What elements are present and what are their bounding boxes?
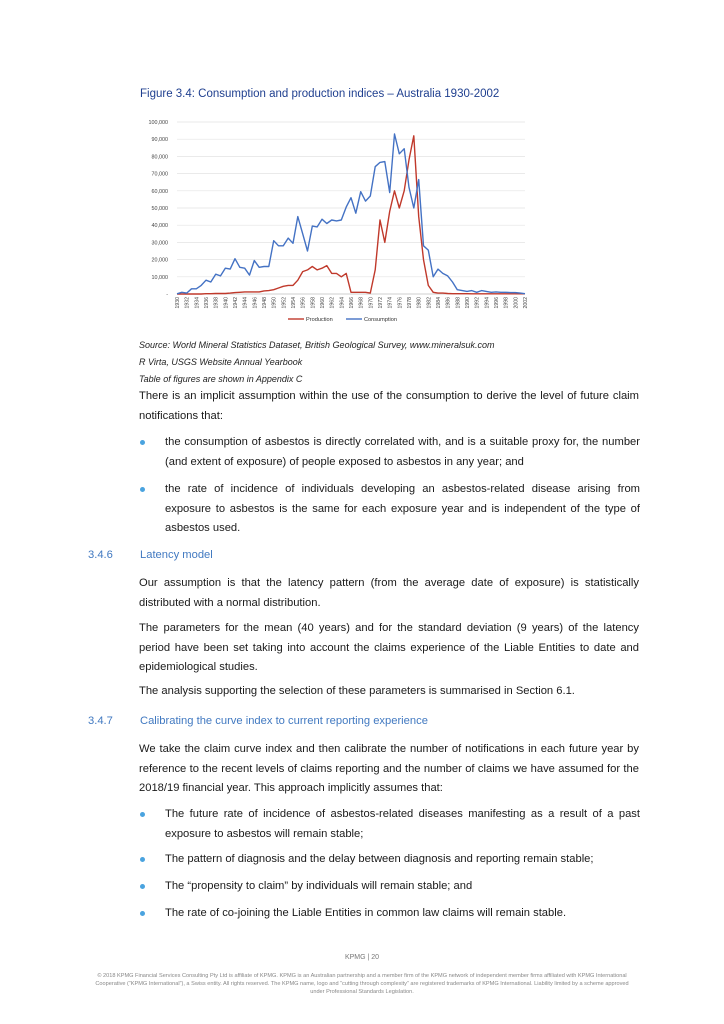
- latency-paragraph-3: The analysis supporting the selection of these parameters is summarised in Section 6.1.: [139, 685, 575, 697]
- x-tick-label: 1982: [426, 297, 433, 309]
- source-line-3: Table of figures are shown in Appendix C: [139, 374, 303, 384]
- x-tick-label: 2000: [513, 297, 520, 309]
- x-tick-label: 1962: [329, 297, 336, 309]
- y-tick-label: 40,000: [151, 223, 168, 230]
- x-tick-label: 1946: [252, 297, 259, 309]
- x-tick-label: 1964: [339, 297, 346, 309]
- x-tick-label: 1998: [503, 297, 510, 309]
- list-item: The pattern of diagnosis and the delay between diagnosis and reporting remain stable;: [140, 850, 640, 870]
- bullet-icon: [140, 487, 145, 492]
- x-tick-label: 1938: [213, 297, 220, 309]
- x-tick-label: 1932: [184, 297, 191, 309]
- x-tick-label: 1936: [204, 297, 210, 309]
- y-tick-label: 20,000: [151, 257, 168, 264]
- x-tick-label: 1944: [242, 297, 249, 309]
- x-tick-label: 1974: [387, 297, 394, 309]
- y-tick-label: 90,000: [151, 137, 168, 144]
- bullet-icon: [140, 440, 145, 445]
- legal-disclaimer: © 2018 KPMG Financial Services Consulting Pty Ltd is affiliate of KPMG. KPMG is an Australian partnership and a member firm of the KPMG network of independent member firms affiliated with KPMG International Cooperative (“KPMG International”), a Swiss entity. All rights reserved. The KPMG name, logo and “cutting through complexity” are registered trademarks of KPMG International. Liability limited by a scheme approved under Professional Standards Legislation.: [95, 973, 629, 995]
- latency-paragraph-1: Our assumption is that the latency pattern (from the average date of exposure) is statistically distributed with a normal distribution.: [139, 577, 639, 609]
- x-tick-label: 1996: [494, 297, 500, 309]
- y-tick-label: 80,000: [151, 154, 168, 161]
- x-tick-label: 1994: [484, 297, 491, 309]
- x-tick-label: 1978: [407, 297, 413, 309]
- y-tick-label: 10,000: [151, 274, 168, 281]
- section-number: 3.4.6: [88, 549, 113, 561]
- x-tick-label: 1956: [300, 297, 307, 309]
- x-tick-label: 1958: [310, 297, 317, 309]
- series-line-consumption: [177, 134, 525, 294]
- x-tick-label: 1968: [358, 297, 365, 309]
- y-tick-label: 50,000: [151, 206, 168, 212]
- x-tick-label: 1940: [223, 297, 230, 309]
- y-tick-label: 100,000: [148, 120, 168, 126]
- x-tick-label: 1942: [233, 297, 239, 309]
- latency-paragraph-2: The parameters for the mean (40 years) and for the standard deviation (9 years) of the latency period have been set taking into account the claims experience of the Liable Entities to date and epidemiological studies.: [139, 622, 639, 673]
- bullet-icon: [140, 857, 145, 862]
- list-item: The rate of co-joining the Liable Entities in common law claims will remain stable.: [140, 904, 640, 924]
- consumption-production-chart: [140, 112, 530, 332]
- x-tick-label: 1950: [271, 297, 278, 309]
- x-tick-label: 1970: [368, 297, 375, 309]
- list-item: the rate of incidence of individuals developing an asbestos-related disease arising from exposure to asbestos is the same for each exposure year and is independent of the type of asbestos used.: [140, 480, 640, 539]
- legend-label: Consumption: [364, 317, 397, 323]
- legend-label: Production: [306, 317, 333, 323]
- x-tick-label: 1976: [397, 297, 404, 309]
- section-title: Latency model: [140, 549, 213, 561]
- x-tick-label: 1972: [378, 297, 384, 309]
- calibration-paragraph: We take the claim curve index and then calibrate the number of notifications in each future year by reference to the recent levels of claims reporting and the number of claims we have assumed for the 2018/19 financial year. This approach implicitly assumes that:: [139, 743, 639, 794]
- page-number: KPMG | 20: [344, 954, 380, 961]
- y-tick-label: 60,000: [151, 188, 168, 195]
- x-tick-label: 1980: [416, 297, 423, 309]
- list-item: the consumption of asbestos is directly correlated with, and is a suitable proxy for, the number (and extent of exposure) of people exposed to asbestos in any year; and: [140, 433, 640, 472]
- x-tick-label: 1930: [175, 297, 181, 309]
- x-tick-label: 1992: [474, 297, 481, 309]
- x-tick-label: 1990: [465, 297, 471, 309]
- source-line-2: R Virta, USGS Website Annual Yearbook: [139, 357, 303, 367]
- figure-title: Figure 3.4: Consumption and production indices – Australia 1930-2002: [140, 88, 500, 100]
- bullet-icon: [140, 884, 145, 889]
- section-title: Calibrating the curve index to current reporting experience: [140, 715, 428, 727]
- x-tick-label: 1966: [349, 297, 355, 309]
- bullet-icon: [140, 911, 145, 916]
- y-tick-label: -: [166, 292, 168, 298]
- x-tick-label: 1984: [436, 297, 442, 309]
- x-tick-label: 1954: [291, 297, 297, 309]
- intro-paragraph: There is an implicit assumption within the use of the consumption to derive the level of future claim notifications that:: [139, 390, 639, 422]
- list-item: The “propensity to claim” by individuals will remain stable; and: [140, 877, 640, 897]
- y-tick-label: 70,000: [151, 171, 168, 178]
- x-tick-label: 1948: [262, 297, 268, 309]
- section-number: 3.4.7: [88, 715, 113, 727]
- x-tick-label: 2002: [523, 297, 529, 309]
- bullet-icon: [140, 812, 145, 817]
- x-tick-label: 1986: [445, 297, 452, 309]
- x-tick-label: 1934: [194, 297, 201, 309]
- x-tick-label: 1960: [320, 297, 326, 309]
- series-line-production: [177, 136, 525, 294]
- x-tick-label: 1952: [281, 297, 288, 309]
- y-tick-label: 30,000: [151, 240, 168, 247]
- list-item: The future rate of incidence of asbestos-related diseases manifesting as a result of a past exposure to asbestos will remain stable;: [140, 805, 640, 844]
- x-tick-label: 1988: [455, 297, 462, 309]
- source-line-1: Source: World Mineral Statistics Dataset, British Geological Survey, www.mineralsuk.com: [139, 340, 495, 350]
